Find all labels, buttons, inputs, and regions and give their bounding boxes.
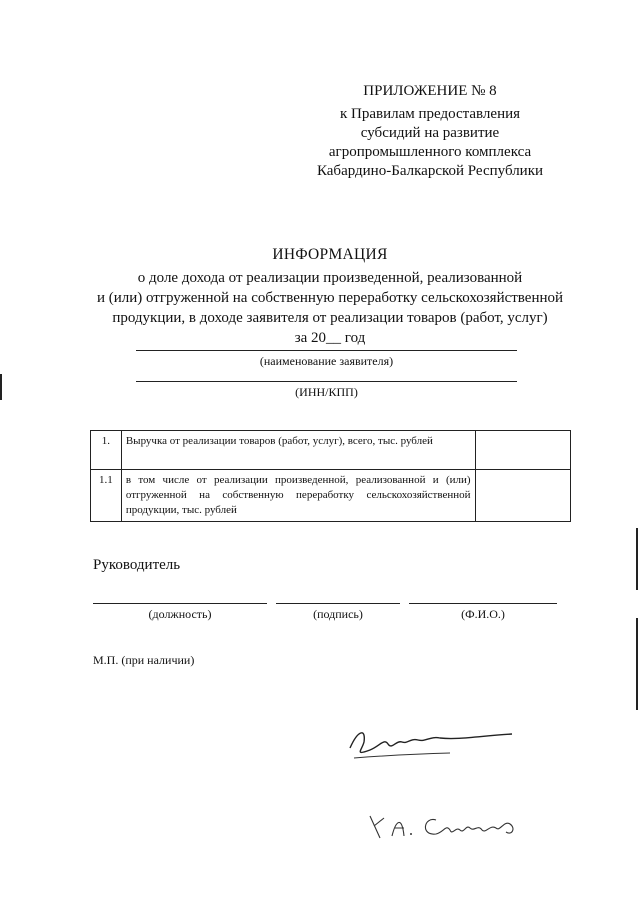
table-row <box>91 431 571 470</box>
stamp-note: М.П. (при наличии) <box>93 653 195 667</box>
row-description: Выручка от реализации товаров (работ, услуг), всего, тыс. рублей <box>121 431 475 470</box>
position-caption: (должность) <box>148 607 212 621</box>
table-row <box>91 470 571 522</box>
appendix-line: Кабардино-Балкарской Республики <box>316 163 544 179</box>
row-number: 1. <box>91 431 122 470</box>
title-line-year: за 20__ год <box>294 330 366 346</box>
scan-edge-mark <box>636 528 638 590</box>
handwritten-signature <box>340 720 540 850</box>
inn-kpp-field[interactable] <box>136 381 517 382</box>
fio-caption: (Ф.И.О.) <box>461 607 505 621</box>
document-title: ИНФОРМАЦИЯ <box>272 246 388 263</box>
revenue-table <box>90 430 571 522</box>
signature-field[interactable] <box>276 603 400 604</box>
inn-kpp-caption: (ИНН/КПП) <box>295 385 358 399</box>
applicant-name-caption: (наименование заявителя) <box>259 354 394 368</box>
position-field[interactable] <box>93 603 267 604</box>
appendix-line: агропромышленного комплекса <box>328 144 532 160</box>
manager-label: Руководитель <box>93 557 181 573</box>
row-description: в том числе от реализации произведенной, реализованной и (или) отгруженной на собственную переработку сельскохозяйственной продукции, тыс. рублей <box>121 470 475 522</box>
title-block <box>60 245 600 348</box>
scan-edge-mark <box>0 374 2 400</box>
title-line: и (или) отгруженной на собственную переработку сельскохозяйственной <box>96 290 564 306</box>
fio-field[interactable] <box>409 603 557 604</box>
title-line: продукции, в доходе заявителя от реализации товаров (работ, услуг) <box>112 310 548 326</box>
row-value-cell[interactable] <box>475 431 570 470</box>
row-value-cell[interactable] <box>475 470 570 522</box>
appendix-heading: ПРИЛОЖЕНИЕ № 8 <box>363 83 497 99</box>
appendix-line: субсидий на развитие <box>360 125 500 141</box>
signature-caption: (подпись) <box>313 607 363 621</box>
appendix-block <box>300 82 560 181</box>
applicant-name-field[interactable] <box>136 350 517 351</box>
appendix-line: к Правилам предоставления <box>339 106 521 122</box>
row-number: 1.1 <box>91 470 122 522</box>
title-line: о доле дохода от реализации произведенной, реализованной <box>137 270 523 286</box>
scan-edge-mark <box>636 618 638 710</box>
